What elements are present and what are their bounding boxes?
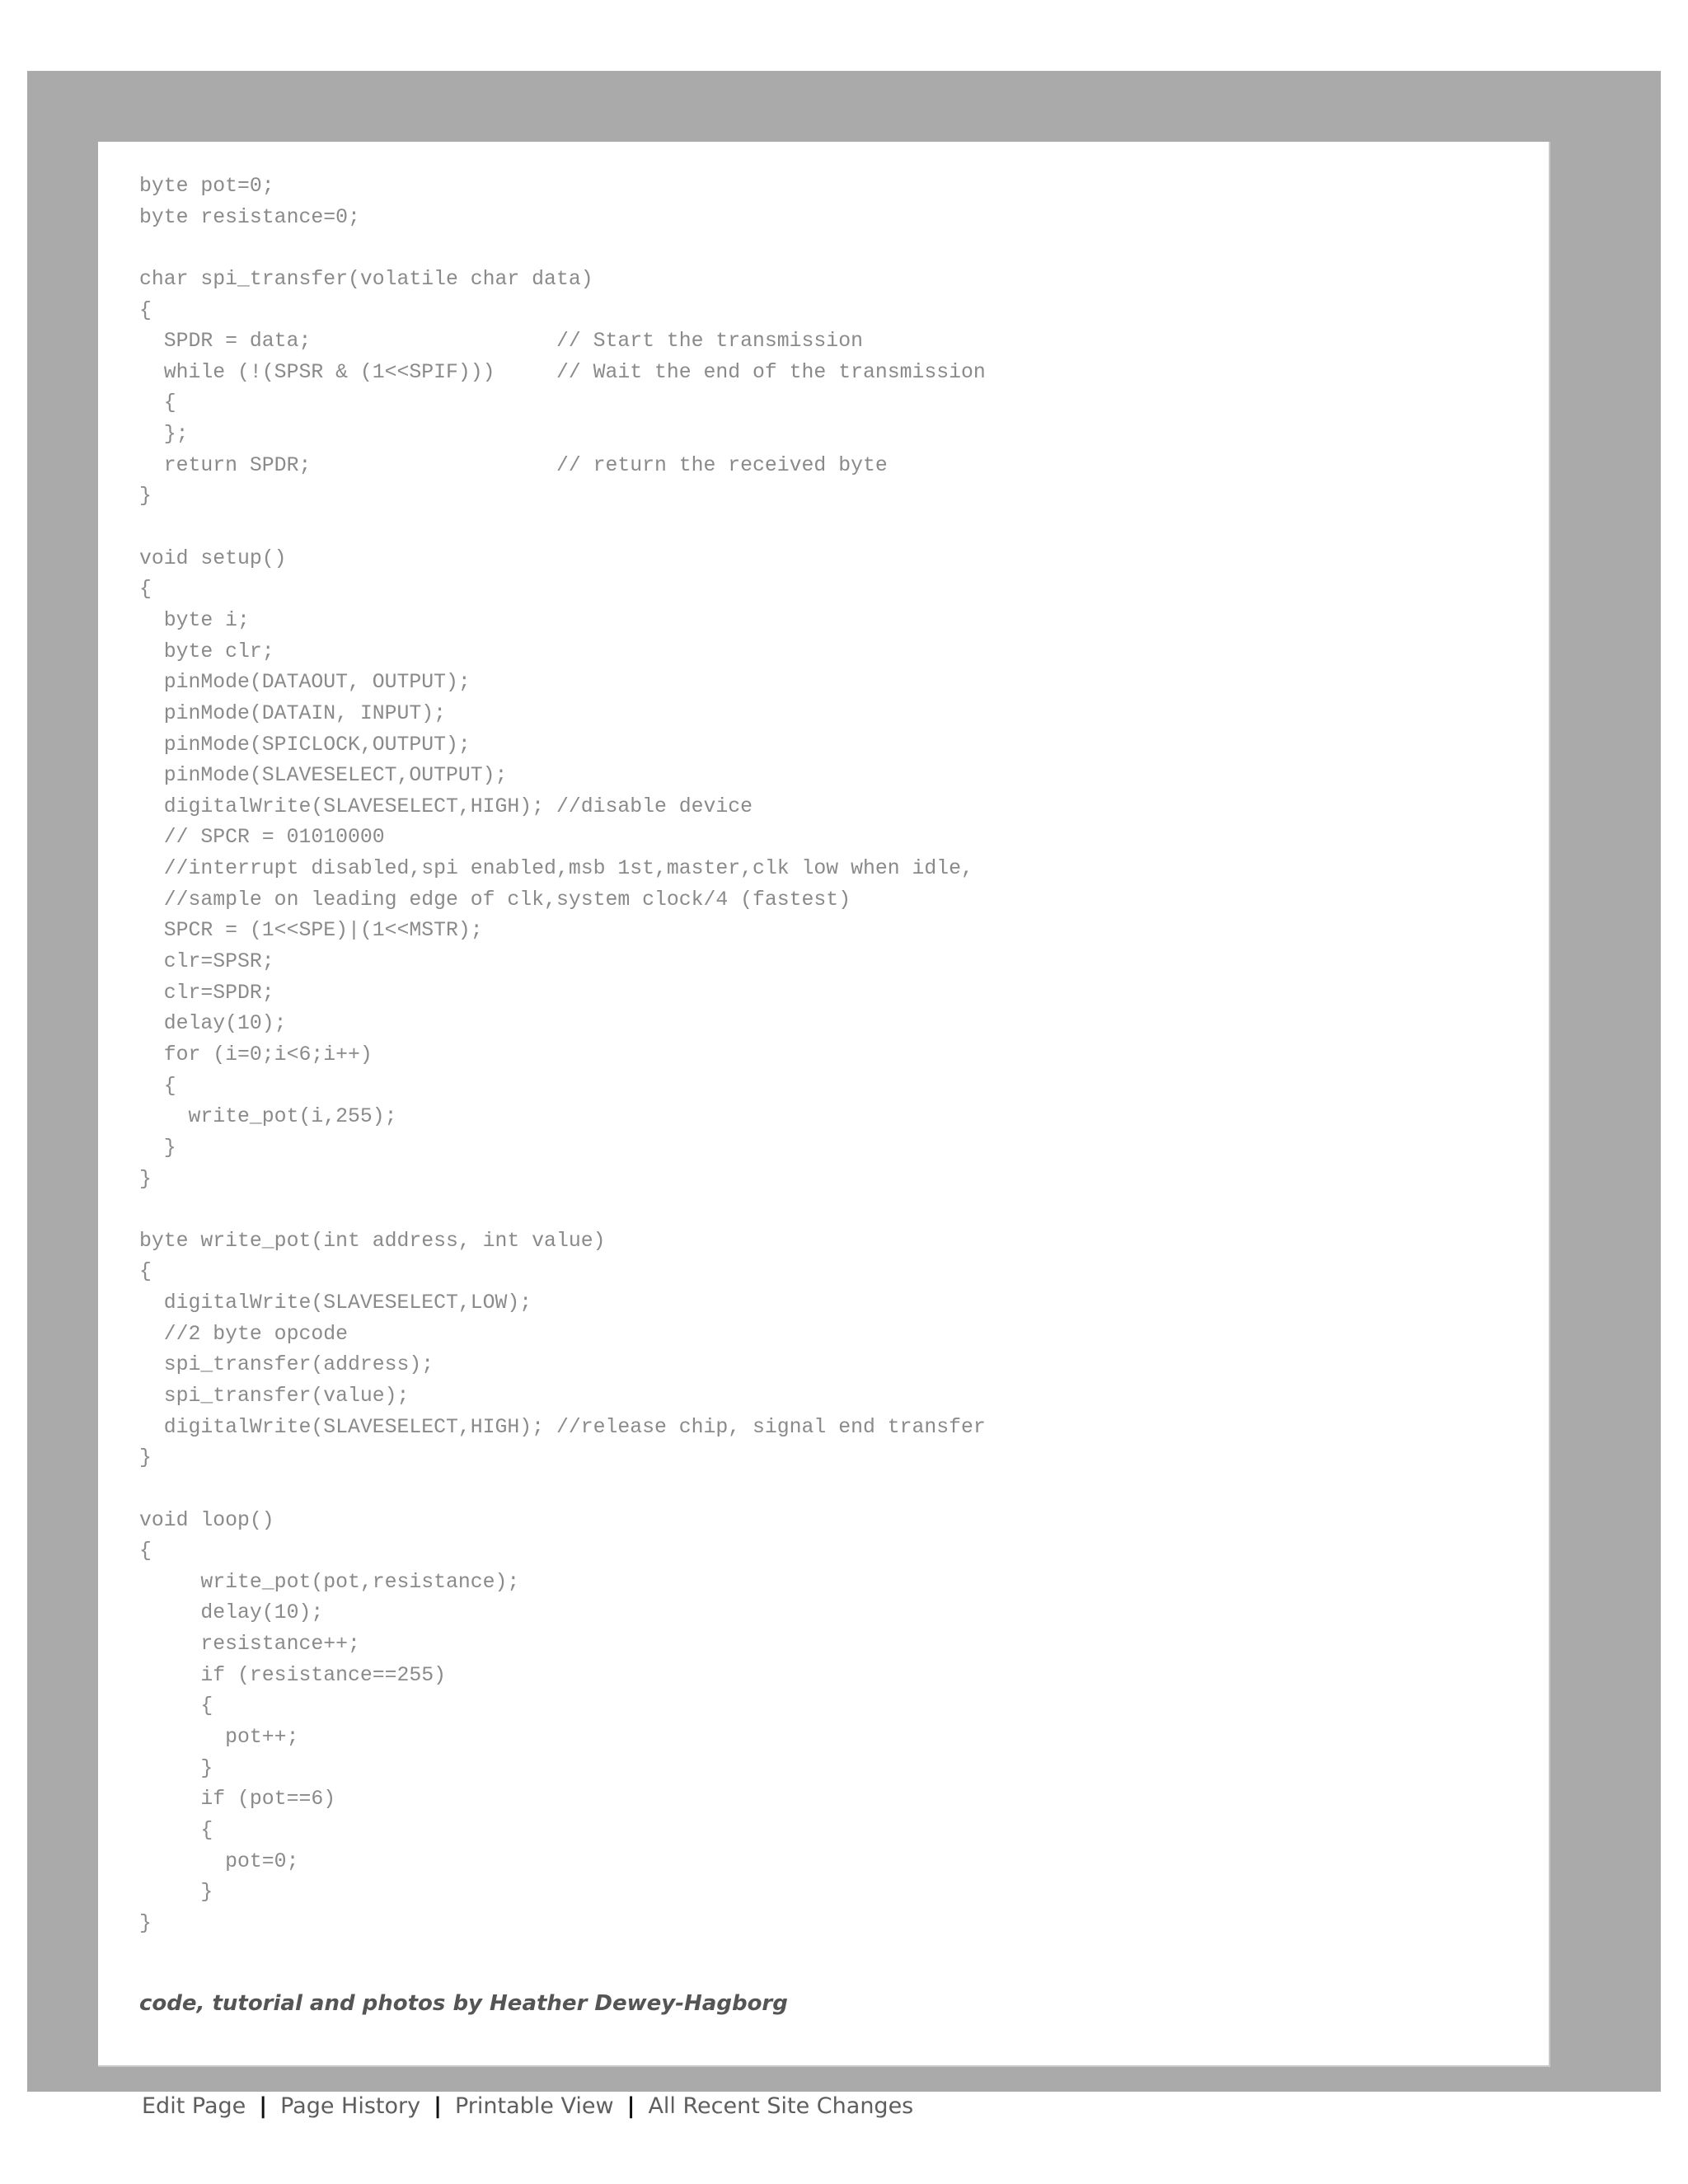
code-line: }; bbox=[139, 423, 189, 447]
code-line: pinMode(DATAOUT, OUTPUT); bbox=[139, 671, 471, 695]
printable-view-link[interactable]: Printable View bbox=[455, 2093, 614, 2119]
code-line: byte resistance=0; bbox=[139, 205, 360, 229]
code-line: return SPDR; // return the received byte bbox=[139, 453, 888, 477]
code-line: SPCR = (1<<SPE)|(1<<MSTR); bbox=[139, 919, 483, 943]
code-line: { bbox=[139, 1074, 176, 1098]
code-line: //interrupt disabled,spi enabled,msb 1st,master,clk low when idle, bbox=[139, 857, 973, 881]
code-line: byte pot=0; bbox=[139, 175, 274, 198]
code-line: pot=0; bbox=[139, 1849, 299, 1873]
code-line: { bbox=[139, 298, 152, 322]
code-line: if (pot==6) bbox=[139, 1788, 336, 1811]
code-line: void loop() bbox=[139, 1508, 274, 1532]
code-line: { bbox=[139, 578, 152, 602]
code-line: //2 byte opcode bbox=[139, 1322, 348, 1346]
page-history-link[interactable]: Page History bbox=[280, 2093, 421, 2119]
footer-separator: | bbox=[434, 2093, 442, 2119]
code-line: //sample on leading edge of clk,system clock/4 (fastest) bbox=[139, 888, 851, 912]
code-line: } bbox=[139, 1756, 213, 1780]
code-line: spi_transfer(address); bbox=[139, 1353, 434, 1377]
code-line: pot++; bbox=[139, 1726, 299, 1750]
code-line: write_pot(pot,resistance); bbox=[139, 1570, 520, 1594]
code-line: write_pot(i,255); bbox=[139, 1105, 397, 1129]
code-line: byte write_pot(int address, int value) bbox=[139, 1229, 606, 1253]
code-line: if (resistance==255) bbox=[139, 1663, 447, 1687]
code-block bbox=[139, 171, 986, 1940]
code-line bbox=[139, 1195, 986, 1226]
all-recent-site-changes-link[interactable]: All Recent Site Changes bbox=[648, 2093, 914, 2119]
code-line: void setup() bbox=[139, 546, 287, 570]
code-line: delay(10); bbox=[139, 1601, 324, 1625]
code-line: byte i; bbox=[139, 608, 250, 632]
footer-separator: | bbox=[259, 2093, 268, 2119]
code-line: } bbox=[139, 1446, 152, 1470]
code-line: { bbox=[139, 1694, 213, 1718]
code-line: digitalWrite(SLAVESELECT,HIGH); //release chip, signal end transfer bbox=[139, 1415, 986, 1439]
code-line: } bbox=[139, 1911, 152, 1935]
code-line: for (i=0;i<6;i++) bbox=[139, 1043, 373, 1066]
code-line: clr=SPDR; bbox=[139, 981, 274, 1005]
code-line: } bbox=[139, 1136, 176, 1160]
code-line: while (!(SPSR & (1<<SPIF))) // Wait the end of the transmission bbox=[139, 360, 986, 384]
code-line: clr=SPSR; bbox=[139, 950, 274, 974]
author-credit: code, tutorial and photos by Heather Dewey-Hagborg bbox=[139, 1991, 788, 2016]
code-line: resistance++; bbox=[139, 1633, 360, 1657]
code-line: } bbox=[139, 1881, 213, 1905]
code-line: spi_transfer(value); bbox=[139, 1384, 410, 1408]
edit-page-link[interactable]: Edit Page bbox=[142, 2093, 246, 2119]
code-line: pinMode(DATAIN, INPUT); bbox=[139, 701, 447, 725]
code-line bbox=[139, 233, 986, 265]
code-line: { bbox=[139, 391, 176, 415]
code-line: { bbox=[139, 1818, 213, 1842]
code-line bbox=[139, 513, 986, 544]
code-line: pinMode(SPICLOCK,OUTPUT); bbox=[139, 733, 471, 757]
code-line: byte clr; bbox=[139, 640, 274, 663]
code-line: pinMode(SLAVESELECT,OUTPUT); bbox=[139, 764, 508, 788]
code-line: // SPCR = 01010000 bbox=[139, 826, 385, 850]
footer-links bbox=[142, 2093, 913, 2119]
code-line: } bbox=[139, 1167, 152, 1191]
footer-separator: | bbox=[626, 2093, 635, 2119]
code-line: SPDR = data; // Start the transmission bbox=[139, 330, 863, 354]
code-line: char spi_transfer(volatile char data) bbox=[139, 267, 593, 291]
code-line: } bbox=[139, 485, 152, 509]
code-line: { bbox=[139, 1540, 152, 1563]
code-line: digitalWrite(SLAVESELECT,HIGH); //disable device bbox=[139, 794, 753, 818]
code-line: digitalWrite(SLAVESELECT,LOW); bbox=[139, 1291, 532, 1315]
code-line: delay(10); bbox=[139, 1012, 287, 1036]
code-line: { bbox=[139, 1260, 152, 1284]
code-line bbox=[139, 1474, 986, 1506]
page-frame bbox=[27, 71, 1661, 2119]
